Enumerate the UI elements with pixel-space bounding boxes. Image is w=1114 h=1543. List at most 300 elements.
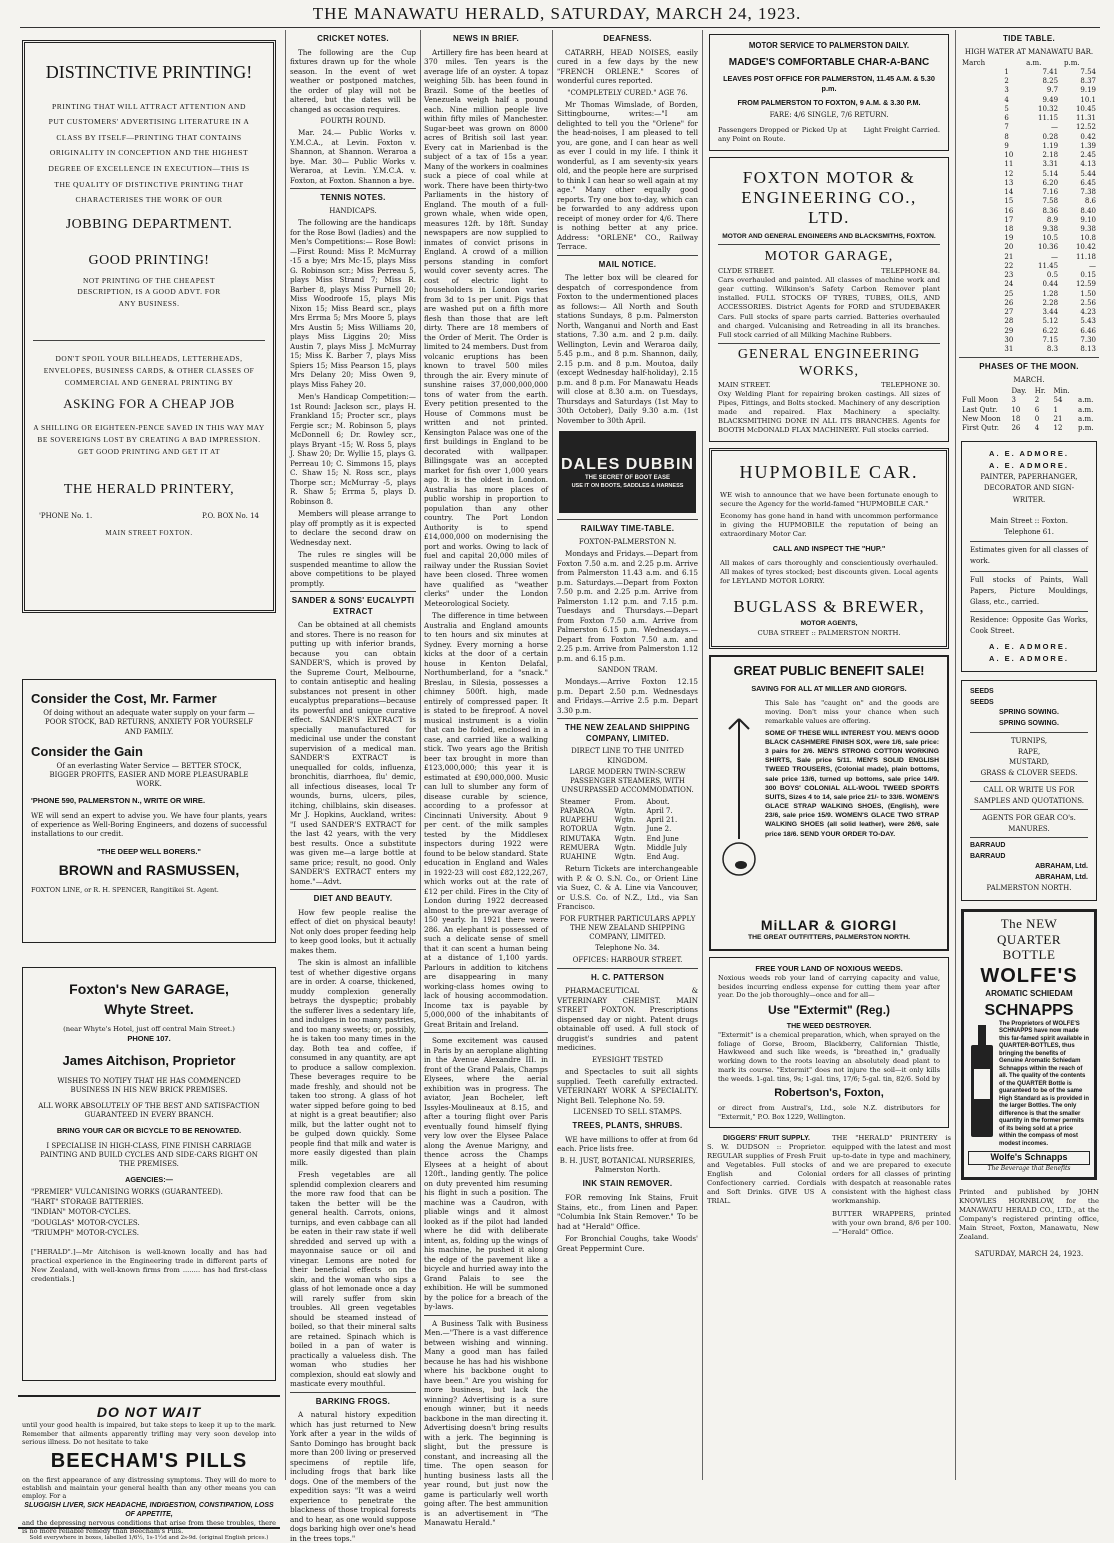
- admore-name: A. E. ADMORE.: [989, 642, 1069, 652]
- wolfe-quarter-bottle: The NEW QUARTER BOTTLE: [996, 915, 1062, 963]
- table-cell: 4.23: [1080, 308, 1096, 317]
- table-row: [959, 317, 1099, 326]
- table-cell: 5.44: [1080, 169, 1096, 178]
- sale-title: GREAT PUBLIC BENEFIT SALE!: [733, 663, 925, 678]
- seeds-sub: SPRING SOWING.: [999, 709, 1059, 717]
- table-row: [959, 123, 1099, 132]
- printery-street: MAIN STREET FOXTON.: [105, 529, 193, 538]
- table-row: [959, 336, 1099, 345]
- table-cell: [959, 142, 1001, 151]
- table-cell: 21: [1053, 414, 1063, 423]
- admore-main: Main Street :: Foxton.: [990, 516, 1068, 525]
- garage-near: (near Whyte's Hotel, just off central Main Street.): [63, 1025, 235, 1034]
- millar-giorgi: MiLLAR & GIORGI: [760, 916, 898, 933]
- table-cell: Middle July: [646, 843, 687, 852]
- good-printing-title: GOOD PRINTING!: [88, 253, 210, 269]
- table-header: Steamer: [560, 797, 591, 806]
- table-cell: 15: [1004, 197, 1014, 206]
- hupmobile-para: Economy has gone hand in hand with uncommon performance in giving the HUPMOBILE the reputation of being an extraordinary Motor Car.: [720, 512, 938, 539]
- sale-sub: SAVING FOR ALL AT MILLER AND GIORGI'S.: [751, 684, 907, 694]
- weeds-para: Noxious weeds rob your land of carrying capacity and value, besides incurring endless expense for cutting them year after year. Do the job thoroughly—once and for all—: [718, 973, 940, 1000]
- garage-herald-note: ["HERALD".]—Mr Aitchison is well-known locally and has had practical experience in the Engineering trade in different parts of New Zealand, with well-known firms from ........ has had first-class credentials.]: [31, 1247, 267, 1283]
- table-header: Hr.: [1034, 387, 1046, 396]
- column-2: [290, 30, 416, 1543]
- table-cell: 30: [1004, 335, 1014, 344]
- madge-title: MADGE'S COMFORTABLE CHAR-A-BANC: [728, 57, 930, 69]
- table-cell: p.m.: [1078, 424, 1094, 432]
- table-cell: [959, 290, 1001, 299]
- table-cell: 4: [1004, 95, 1009, 104]
- trees-para: WE have millions to offer at from 6d each. Price lists free.: [557, 1134, 698, 1154]
- table-cell: 1: [1004, 68, 1009, 77]
- table-cell: 11.18: [1075, 252, 1096, 261]
- table-cell: 1.19: [1042, 141, 1059, 150]
- patterson-eyesight: EYESIGHT TESTED: [592, 1055, 663, 1064]
- mail-para: The letter box will be cleared for despatch of correspondence from Foxton to the undermentioned places as follows:— All North and South stations Sundays, 8 p.m. Palmerston North, Wanganui and North and East stations, 7.30 a.m. and 2 p.m. daily. Wellington, Levin and Weraroa daily, 5.45 p.m., and 8 p.m. Shannon, daily, 2.15 p.m. and 8 p.m. Moutoa, daily (except Wednesday half-holiday), 2.15 p.m. and 8 p.m. For Manawatu Heads will close at 8.30 a.m. on Tuesdays, Thursdays and Saturdays (1st May to 30th October), Daily 9.30 a.m. (1st November to 30th April.: [557, 273, 698, 425]
- table-cell: 17: [1004, 215, 1014, 224]
- printery-contact: [39, 512, 259, 521]
- motor-garage-street: CLYDE STREET.: [718, 266, 775, 275]
- table-row: [959, 207, 1099, 216]
- agency-item: "INDIAN" MOTOR-CYCLES.: [31, 1208, 131, 1217]
- table-header: [1075, 387, 1099, 396]
- seeds-item: RAPE,: [1017, 747, 1041, 756]
- table-cell: 2.56: [1080, 298, 1096, 307]
- divider: [718, 343, 940, 344]
- table-cell: End Aug.: [646, 853, 680, 862]
- table-cell: 0: [1034, 414, 1040, 423]
- table-header: Day.: [1011, 387, 1027, 396]
- garage-title: Foxton's New GARAGE, Whyte Street.: [69, 981, 229, 1017]
- table-cell: 2.28: [1042, 298, 1059, 307]
- table-cell: [959, 105, 1001, 114]
- weeds-para: "Extermit" is a chemical preparation, which, when sprayed on the foliage of Gorse, Broom, Blackberry, Californian Thistle, Hawkweed and such like weeds, is "breathed in," gradually working down to the roots leaving an absolutely dead plant to mark its course. "Extermit" does not injure the soil—it only kills the weeds. 1-gal. tins, 9s; 1-gal. tins, 17/6; 5-gal. tin, 82/6. Sold by: [718, 1031, 941, 1083]
- madge-freight: Light Freight Carried.: [863, 125, 940, 134]
- hupmobile-title: HUPMOBILE CAR.: [739, 462, 919, 483]
- beecham-dnw: DO NOT WAIT: [96, 1404, 202, 1420]
- table-cell: [959, 188, 1001, 197]
- table-row: [557, 807, 698, 816]
- table-cell: Wgtn.: [614, 834, 636, 843]
- garage-proprietor: James Aitchison, Proprietor: [62, 1053, 236, 1069]
- table-header-row: [959, 59, 1099, 68]
- shipping-tel: Telephone No. 34.: [595, 944, 660, 953]
- table-cell: [959, 179, 1001, 188]
- table-cell: 4.13: [1080, 160, 1096, 169]
- table-cell: RIMUTAKA: [560, 834, 601, 843]
- table-row: [959, 151, 1099, 160]
- table-cell: RUAPEHU: [560, 816, 598, 825]
- table-cell: [959, 253, 1001, 262]
- deafness-title: DEAFNESS.: [603, 34, 652, 43]
- deafness-cured: "COMPLETELY CURED." AGE 76.: [567, 88, 688, 97]
- millar-giorgi-sub: THE GREAT OUTFITTERS, PALMERSTON NORTH.: [748, 934, 910, 942]
- table-cell: 24: [1004, 280, 1014, 289]
- printery-phone: 'PHONE No. 1.: [39, 511, 93, 520]
- seeds-title: SEEDS: [970, 688, 994, 696]
- table-cell: 8.37: [1080, 77, 1096, 86]
- diet-para: The skin is almost an infallible test of whether digestive organs are in order. A coarse, thickened, muddy complexion generally betrays the dyspeptic; probably the sufferer lives a sedentary life, and indulges in too many pastries, and too many sweets; or, possibly, he is taken too many times in the day. Both tea and coffee, if consumed in any quantity, are apt to produce a sallow complexion. These beverages require to be made freshly, and should not be taken too strong. A glass of hot water sipped before going to bed at night is a great beautifier; also milk, but the latter ought not to be gulped down quickly. Some people find that milk and water is more easily digested than plain milk.: [290, 958, 416, 1167]
- sale-text: [765, 699, 939, 912]
- table-cell: 8: [1004, 132, 1009, 141]
- table-cell: 8.6: [1084, 197, 1096, 206]
- mail-title: MAIL NOTICE.: [598, 259, 657, 269]
- robertsons: Robertson's, Foxton,: [774, 1087, 884, 1100]
- table-cell: 18: [1011, 414, 1021, 423]
- table-cell: 29: [1004, 326, 1014, 335]
- table-cell: 0.28: [1042, 132, 1059, 141]
- agency-item: "PREMIER" VULCANISING WORKS (GUARANTEED).: [31, 1188, 223, 1197]
- hupmobile-ad: [709, 448, 949, 649]
- table-row: [959, 415, 1099, 424]
- imprint: Printed and published by JOHN KNOWLES HORNBLOW, for the MANAWATU HERALD CO., LTD., at the Company's registered printing office, Main Street, Foxton, Manawatu, New Zealand.: [959, 1188, 1099, 1241]
- divider: [970, 781, 1088, 782]
- madge-footer: [718, 126, 940, 144]
- table-row: [959, 170, 1099, 179]
- table-cell: 7.54: [1080, 68, 1096, 77]
- table-cell: Last Qutr.: [962, 405, 998, 414]
- bottom-ads: [707, 1134, 951, 1237]
- table-cell: 9: [1004, 141, 1009, 150]
- news-para: Some excitement was caused in Paris by an aeroplane alighting in the Avenue Alexandre III. in front of the Grand Palais, Champs Elysees, where the aerial exhibition was in progress. The aviator, Jean Bocheler, left Issyles-Moulineaux at 8.15, and after a touring flight over Paris eventually found himself flying very low over the Elysee Palace along the Avenue Marigny, and thence across the Champs Elysees at a height of about 120ft., landing gently. The police on duty prevented him resuming his flight in such a position. The machine was a Caudron, with pliable wings and it almost looked as if the pilot had landed where he did with deliberate intent, as, folding up the wings of his machine, he pushed it along the edge of the pavement like a bicycle and hurried away into the Grand Palais to see the exhibition. He will be summoned by the police for a breach of the by-laws.: [424, 1036, 548, 1312]
- buglass-address: CUBA STREET :: PALMERSTON NORTH.: [757, 628, 901, 637]
- table-cell: First Qutr.: [962, 424, 999, 432]
- imprint-date: SATURDAY, MARCH 24, 1923.: [974, 1249, 1084, 1258]
- table-cell: 28: [1004, 317, 1014, 326]
- table-cell: a.m.: [1078, 414, 1094, 423]
- wolfes-schnapps-ad: [961, 909, 1097, 1180]
- table-cell: April 7.: [646, 806, 673, 815]
- shipping-table: [557, 798, 698, 863]
- table-cell: 8.3: [1046, 345, 1059, 354]
- farmer-body-3: WE will send an expert to advise you. We have four plants, years of experience as Well-Boring Engineers, and dozens of successful installations to our credit.: [31, 811, 267, 839]
- table-cell: [959, 243, 1001, 252]
- patterson-para: and Spectacles to suit all sights supplied. Teeth carefully extracted. VETERINARY WORK A SPECIALITY. Night Bell. Telephone No. 59.: [557, 1067, 698, 1105]
- table-cell: 8.36: [1042, 206, 1059, 215]
- dales-tagline: THE SECRET OF BOOT EASE: [584, 475, 670, 482]
- admore-tel: Telephone 61.: [1004, 527, 1054, 536]
- table-row: [557, 853, 698, 862]
- farmer-borers: "THE DEEP WELL BORERS.": [97, 847, 201, 857]
- beecham-sold: Sold everywhere in boxes, labelled 1/6½, 1s-1½d and 2s-9d. (original English prices.): [29, 1535, 269, 1542]
- patterson-para: PHARMACEUTICAL & VETERINARY CHEMIST. MAIN STREET FOXTON. Prescriptions dispensed day or night. Patent drugs obtainable off used. A full stock of druggist's sundries and patent medicines.: [557, 986, 698, 1053]
- table-cell: 10.8: [1080, 234, 1096, 243]
- table-cell: 10: [1011, 405, 1021, 414]
- table-cell: 5.43: [1080, 317, 1096, 326]
- abraham: ABRAHAM, Ltd.: [1035, 863, 1088, 871]
- seeds-item: TURNIPS,: [1010, 737, 1048, 746]
- farmer-phone: 'PHONE 590, PALMERSTON N., WRITE OR WIRE.: [31, 795, 206, 805]
- table-row: [959, 216, 1099, 225]
- column-6: [959, 30, 1099, 1485]
- divider: [970, 611, 1088, 612]
- shipping-title: THE NEW ZEALAND SHIPPING COMPANY, LIMITED.: [565, 723, 690, 743]
- shipping-offices: OFFICES: HARBOUR STREET.: [572, 955, 683, 964]
- barraud: BARRAUD: [970, 852, 1006, 860]
- table-header: p.m.: [1064, 58, 1080, 67]
- table-cell: New Moon: [962, 414, 1001, 423]
- garage-phone: PHONE 107.: [127, 1034, 171, 1044]
- table-cell: 5: [1004, 104, 1009, 113]
- cricket-para: The following are the Cup fixtures drawn up for the whole season. In the event of wet weather or postponed matches, the order of play will not be altered, but the dates will be changed as occasion requires.: [290, 47, 416, 114]
- admore-ad: [961, 441, 1097, 672]
- table-cell: PAPAROA: [560, 806, 595, 815]
- column-4: [557, 30, 698, 1485]
- table-row: [557, 816, 698, 825]
- table-cell: 5.12: [1042, 317, 1059, 326]
- table-cell: 22: [1004, 261, 1014, 270]
- weeds-title: FREE YOUR LAND OF NOXIOUS WEEDS.: [755, 964, 903, 974]
- distinctive-title: DISTINCTIVE PRINTING!: [45, 62, 253, 82]
- motor-service-ad: [709, 34, 949, 151]
- table-row: [959, 280, 1099, 289]
- motor-garage-contact: [718, 267, 940, 276]
- seeds-call: CALL OR WRITE US FOR SAMPLES AND QUOTATIONS.: [974, 786, 1084, 805]
- agency-item: "HART" STORAGE BATTERIES.: [31, 1198, 144, 1207]
- column-1: [18, 30, 280, 1542]
- table-row: [959, 234, 1099, 243]
- tennis-para: Men's Handicap Competition:—1st Round: Jackson scr., plays H. Frankland 15; Procter scr., plays Fergie scr.; M. Robinson 5, plays McDonnell 6; Dr. Rowley scr., plays Bryant -15; W. Ross 5, plays J. Shaw 20; Dr. Wyllie 15, plays G. Perreau 10; C. Simmons 15, plays C. Shaw 15; N. Ross scr., plays Thorpe scr.; McMurray -5, plays R. Shaw 5; Errma 5, plays D. Robinson 8.: [290, 392, 416, 506]
- table-cell: 25: [1004, 289, 1014, 298]
- printery-ad: [832, 1134, 951, 1237]
- tide-table: [959, 59, 1099, 355]
- divider: [424, 1315, 548, 1316]
- diet-para: How few people realise the effect of diet on physical beauty! Not only does proper feeding help to keep good looks, but it actually makes them.: [290, 907, 416, 955]
- garage-bring: BRING YOUR CAR OR BICYCLE TO BE RENOVATED.: [56, 1126, 242, 1136]
- abraham: ABRAHAM, Ltd.: [1035, 873, 1088, 881]
- table-cell: 13: [1004, 178, 1014, 187]
- table-cell: 0.42: [1080, 132, 1096, 141]
- table-row: [959, 262, 1099, 271]
- news-title: NEWS IN BRIEF.: [453, 34, 519, 43]
- wolfe-text: The Proprietors of WOLFE'S SCHNAPPS have now made this far-famed spirit available in QUARTER-BOTTLES, thus bringing the benefits of Genuine Aromatic Schiedam Schnapps within the reach of all. The quality of the contents of the QUARTER Bottle is guaranteed to be of the same High Standard as is provided in the larger Bottles. The only difference is that the smaller quantity in the former permits of its being sold at a price within the compass of most modest incomes.: [999, 1020, 1090, 1147]
- wolfe-schnapps: SCHNAPPS: [984, 1001, 1074, 1019]
- table-cell: [959, 308, 1001, 317]
- agency-item: "TRIUMPH" MOTOR-CYCLES.: [31, 1228, 139, 1237]
- table-cell: 11: [1004, 160, 1014, 169]
- shipping-further: FOR FURTHER PARTICULARS APPLY THE NEW ZEALAND SHIPPING COMPANY, LIMITED.: [559, 914, 696, 942]
- table-cell: [959, 225, 1001, 234]
- general-engineering-title: GENERAL ENGINEERING WORKS,: [737, 347, 921, 379]
- distinctive-printing-ad: [22, 40, 276, 613]
- wolfe-aromatic: AROMATIC SCHIEDAM: [985, 989, 1073, 999]
- beecham-body-2: on the first appearance of any distressing symptoms. They will do more to establish and maintain your general health than any other means you can employ. For a: [22, 1476, 276, 1501]
- table-cell: 10.5: [1042, 234, 1059, 243]
- table-cell: 16: [1004, 206, 1014, 215]
- admore-name: A. E. ADMORE.: [989, 449, 1069, 459]
- beecham-body-3: and the depressing nervous conditions that arise from these troubles, there is no more reliable remedy than Beecham's Pills.: [22, 1519, 276, 1536]
- table-cell: [959, 327, 1001, 336]
- diet-para: Fresh vegetables are all splendid complexion clearers and the more raw food that can be taken the better will be the general health. Carrots, onions, turnips, and even cabbage can all be eaten in their raw state if well shredded and served up with a mayonnaise sauce or oil and vinegar. Lemons are noted for their beneficial effects on the skin, and the woman who sips a glass of hot lemonade once a day will rarely suffer from skin troubles. All green vegetables should be steamed instead of boiled, so that their mineral salts are retained. Spinach which is boiled in a pan of water is practically a valueless dish. The woman who studies her complexion, should eat slowly and masticate every mouthful.: [290, 1170, 416, 1389]
- madge-passengers: Passengers Dropped or Picked Up at any Point on Route.: [718, 125, 847, 143]
- foxton-motor-sub: MOTOR AND GENERAL ENGINEERS AND BLACKSMITHS, FOXTON.: [722, 232, 936, 240]
- table-cell: 18: [1004, 225, 1014, 233]
- farmer-foxton: FOXTON LINE, or R. H. SPENCER, Rangitikei St. Agent.: [31, 885, 219, 894]
- hupmobile-para: WE wish to announce that we have been fortunate enough to secure the Agency for the world-famed "HUPMOBILE CAR.": [720, 491, 938, 509]
- railway-title: RAILWAY TIME-TABLE.: [580, 524, 675, 534]
- herald-printery: THE HERALD PRINTERY,: [63, 482, 235, 498]
- table-cell: 8.40: [1080, 206, 1096, 215]
- dales-line: USE IT ON BOOTS, SADDLES & HARNESS: [571, 483, 684, 490]
- table-row: [959, 160, 1099, 169]
- masthead-rule: [20, 27, 1100, 28]
- table-cell: [959, 234, 1001, 243]
- table-cell: 7.38: [1080, 188, 1096, 197]
- divider: [557, 519, 698, 520]
- table-cell: [959, 271, 1001, 280]
- dales-dubbin-ad: [559, 431, 696, 513]
- trees-name: B. H. JUST, BOTANICAL NURSERIES, Palmerston North.: [559, 1156, 696, 1175]
- table-cell: 9.7: [1046, 86, 1059, 95]
- divider: [970, 809, 1088, 810]
- divider: [424, 1032, 548, 1033]
- table-cell: 1.50: [1080, 289, 1096, 298]
- buglass-agents: MOTOR AGENTS,: [800, 620, 858, 628]
- wolfe-brand: WOLFE'S: [980, 964, 1078, 987]
- railway-para: Mondays and Fridays.—Depart from Foxton 7.50 a.m. and 2.25 p.m. Arrive from Palmerston 11.43 a.m. and 6.15 p.m. Saturdays.—Depart from Foxton 7.50 p.m. and 2.25 p.m. Arrive from Palmerston 1.12 p.m. and 7.15 p.m. Tuesdays and Thursdays.—Depart from Foxton 7.50 a.m. Arrive from Palmerston 6.15 p.m. Wednesdays.—Depart from Foxton 7.50 a.m. and 2.25 p.m. Arrive from Palmerston 1.12 p.m. and 6.15 p.m.: [557, 549, 698, 663]
- table-cell: [959, 160, 1001, 169]
- moon-table: [959, 387, 1099, 433]
- table-row: [959, 225, 1099, 234]
- table-cell: 0.44: [1042, 280, 1059, 289]
- table-cell: 9.19: [1080, 86, 1096, 95]
- table-cell: 10.36: [1038, 243, 1059, 252]
- divider: [33, 340, 265, 341]
- cricket-fixtures: Mar. 24.— Public Works v. Y.M.C.A., at Levin. Foxton v. Shannon, at Shannon. Weraroa a bye. Mar. 30— Public Works v. Weraroa, at Levin. Y.M.C.A. v. Foxton, at Foxton. Shannon a bye.: [290, 128, 416, 185]
- table-cell: [959, 114, 1001, 123]
- table-cell: Full Moon: [962, 396, 999, 405]
- farmer-title: Consider the Cost, Mr. Farmer: [31, 691, 217, 706]
- divider: [290, 1392, 416, 1393]
- hupmobile-call: CALL AND INSPECT THE "HUP.": [772, 544, 886, 554]
- tide-month: March: [962, 58, 986, 67]
- table-row: [959, 243, 1099, 252]
- table-row: [959, 271, 1099, 280]
- table-cell: 0.5: [1046, 271, 1059, 280]
- deafness-para: Mr Thomas Wimslade, of Borden, Sittingbourne, writes:—"I am delighted to tell you the "Orlene" for the head-noises, I am pleased to tell you, are gone, and I can hear as well as ever I could in my life. I think it wonderful, as I am seventy-six years old, and the people here are surprised to think I can hear so well again at my age." Many other equally good reports. Try one box to-day, which can be forwarded to any address upon receipt of money order for 4/6. There is nothing better at any price. Address: "ORLENE" CO., Railway Terrace.: [557, 99, 698, 252]
- table-cell: Wgtn.: [614, 825, 636, 834]
- table-row: [959, 406, 1099, 415]
- table-cell: Wgtn.: [614, 806, 636, 815]
- table-cell: 6: [1004, 114, 1009, 123]
- garage-wishes: WISHES TO NOTIFY THAT HE HAS COMMENCED BUSINESS IN HIS NEW BRICK PREMISES.: [57, 1077, 241, 1095]
- divider: [959, 357, 1099, 358]
- diggers-ad: [707, 1134, 826, 1237]
- shipping-direct: DIRECT LINE TO THE UNITED KINGDOM.: [571, 747, 684, 765]
- table-header: From.: [614, 797, 636, 806]
- sale-items: SOME OF THESE WILL INTEREST YOU. MEN'S GOOD BLACK CASHMERE FINISH SOX, were 1/6, sale price: 3 pairs for 2/6. MEN'S STRONG COTTON WORKING SHIRTS, Sale price 5/11. MEN'S SOLID ENGLISH TWEED TROUSERS, (Colonial made), plain bottoms, sale price 13/6, turned up bottoms, sale price 14/9. 300 BOYS' COLONIAL ALL-WOOL TWEED SPORTS SUITS, Sizes 4 to 14, sale price 21/- to 33/6. WOMEN'S GLACE STRAP WALKING SHOES, (English), were 23/6, sale price 15/9. WOMEN'S GLACE TWO STRAP WALKING SHOES (all solid leather), were 26/6, sale price 18/6. SEND YOUR ORDER TO-DAY.: [765, 729, 939, 838]
- foxton-motor-ad: [709, 157, 949, 443]
- table-cell: 10.45: [1075, 104, 1096, 113]
- moon-title: PHASES OF THE MOON.: [979, 362, 1079, 372]
- divider: [557, 718, 698, 719]
- table-cell: 6.20: [1042, 178, 1059, 187]
- table-header: About.: [646, 797, 670, 806]
- table-cell: 27: [1004, 308, 1014, 317]
- farmer-body-1: Of doing without an adequate water supply on your farm — POOR STOCK, BAD RETURNS, ANXIETY FOR YOURSELF AND FAMILY.: [43, 709, 255, 736]
- general-engineering-phone: TELEPHONE 30.: [881, 380, 940, 389]
- divider: [290, 591, 416, 592]
- divider: [557, 255, 698, 256]
- seeds-item: GRASS & CLOVER SEEDS.: [980, 768, 1078, 777]
- divider: [718, 244, 940, 245]
- table-cell: June 2.: [646, 825, 672, 834]
- beecham-ailments: SLUGGISH LIVER, SICK HEADACHE, INDIGESTION, CONSTIPATION, LOSS OF APPETITE,: [24, 1501, 274, 1518]
- farmer-gain: Consider the Gain: [31, 743, 143, 759]
- table-row: [959, 327, 1099, 336]
- distinctive-body: PRINTING THAT WILL ATTRACT ATTENTION AND PUT CUSTOMERS' ADVERTISING LITERATURE IN A CLASS BY ITSELF—PRINTING THAT CONTAINS ORIGINALITY IN CONCEPTION AND THE HIGHEST DEGREE OF EXCELLENCE IN EXECUTION—THIS IS THE QUALITY OF DISTINCTIVE PRINTING THAT CHARACTERISES THE WORK OF OUR: [48, 101, 250, 205]
- table-row: [959, 68, 1099, 77]
- diet-title: DIET AND BEAUTY.: [313, 894, 393, 904]
- table-cell: [959, 207, 1001, 216]
- extermit-destroyer: THE WEED DESTROYER.: [786, 1022, 872, 1030]
- foxton-motor-title: FOXTON MOTOR & ENGINEERING CO., LTD.: [741, 167, 917, 228]
- table-cell: a.m.: [1078, 396, 1094, 405]
- table-cell: 8.13: [1080, 345, 1096, 354]
- admore-trade: PAINTER, PAPERHANGER, DECORATOR AND SIGN-WRITER.: [980, 473, 1078, 504]
- divider: [290, 188, 416, 189]
- table-cell: [959, 262, 1001, 271]
- table-cell: 8.9: [1046, 215, 1059, 224]
- ink-para: FOR removing Ink Stains, Fruit Stains, etc., from Linen and Paper. "Columbia Ink Stain Remover." To be had at "Herald" Office.: [557, 1193, 698, 1231]
- ink-para: For Bronchial Coughs, take Woods' Great Peppermint Cure.: [557, 1234, 698, 1253]
- general-engineering-street: MAIN STREET.: [718, 380, 771, 389]
- table-cell: 8.25: [1042, 77, 1059, 86]
- news-para: The difference in time between Australia and England amounts to ten hours and six minutes at Sydney. Every morning a horse kicks at the door of a certain house in Kenton Delafal, Northumberland, for a "snack." Breslau, in Silesia, possesses a chimney 500ft. high, made entirely of compressed paper. It is stated to be fireproof. A novel musical instrument is a violin that can be folded, enclosed in a case, and carried like a walking stick. Two years ago the British beer tax brought in more than £123,000,000; this year it is estimated at £90,000,000. Music can lull to slumber any form of disease curable by science, according to a professor at Cincinnati University. About 9 per cent. of the milk samples tested by the Middlesex inspectors during 1922 were found to be below standard. State education in England and Wales in 1922-23 will cost £82,122,267, which works out at the rate of £12 per child. Fires in the City of London during 1922 decreased almost to the pre-war average of 150 yearly. In 1921 there were 286. An elephant is possessed of such a delicate sense of smell that it can scent a human being at a distance of 1,100 yards. Parlours in addition to kitchens are disappearing in many working-class homes owing to lack of housing accommodation. Income tax is payable by 5,000,000 of the inhabitants of Great Britain and Ireland.: [424, 611, 548, 1029]
- motor-service-title: MOTOR SERVICE TO PALMERSTON DAILY.: [748, 41, 910, 50]
- table-cell: 9.38: [1080, 225, 1096, 233]
- weeds-para: or direct from Austral's, Ltd., sole N.Z. distributors for "Extermit," P.O. Box 1229, Wellington.: [718, 1103, 940, 1121]
- general-engineering-body: Oxy Welding Plant for repairing broken castings. All sizes of Pipes, Fittings, and Bolts stocked. Machinery of any description made and repaired. Flax Machinery a specialty. BLACKSMITHING DONE IN ALL ITS BRANCHES. Agents for BOOTH McDONALD FLAX MACHINERY. Full stocks carried.: [718, 389, 940, 435]
- table-cell: 11.31: [1075, 114, 1096, 123]
- table-cell: [959, 197, 1001, 206]
- table-cell: —: [1051, 123, 1059, 132]
- shipping-large: LARGE MODERN TWIN-SCREW PASSENGER STEAMERS, WITH UNSURPASSED ACCOMMODATION.: [561, 767, 694, 795]
- tide-title: TIDE TABLE.: [1002, 34, 1056, 43]
- table-cell: 12: [1053, 424, 1063, 432]
- table-cell: 6: [1034, 405, 1040, 414]
- sale-body: [719, 699, 939, 912]
- table-row: [959, 424, 1099, 433]
- table-cell: 7.30: [1080, 335, 1096, 344]
- cricket-round: FOURTH ROUND.: [320, 117, 386, 126]
- butter-wrappers: BUTTER WRAPPERS, printed with your own brand, 8/6 per 100. —"Herald" Office.: [832, 1209, 951, 1236]
- table-row: [959, 77, 1099, 86]
- trees-title: TREES, PLANTS, SHRUBS.: [572, 1121, 683, 1131]
- beecham-ad: [18, 1395, 280, 1542]
- column-5: [707, 30, 951, 1485]
- public-benefit-sale-ad: [709, 655, 949, 951]
- table-cell: 2: [1004, 77, 1009, 86]
- shipping-para: Return Tickets are interchangeable with P. & O. S.N. Co., or Orient Line via Suez, C. & A. Line via Vancouver, or U.S.S. Co. of N.Z., Ltd., via San Francisco.: [557, 864, 698, 912]
- table-cell: Wgtn.: [614, 843, 636, 852]
- masthead: THE MANAWATU HERALD, SATURDAY, MARCH 24, 1923.: [312, 4, 802, 23]
- table-row: [959, 86, 1099, 95]
- tide-high-water: HIGH WATER AT MANAWATU BAR.: [964, 47, 1094, 56]
- divider: [970, 541, 1088, 542]
- table-cell: [959, 280, 1001, 289]
- asking-cheap-job: ASKING FOR A CHEAP JOB: [63, 395, 235, 411]
- table-cell: [959, 336, 1001, 345]
- barking-para: A natural history expedition which has just returned to New York after a year in the wilds of Santo Domingo has brought back more than 200 living or preserved specimens of reptile life, including frogs that bark like dogs. One of the members of the expedition says: "It was a weird experience to penetrate the blackness of those tropical forests and to hear, as one would suppose dogs barking high over one's head in the trees tops.": [290, 1410, 416, 1543]
- column-rule: [955, 30, 956, 1480]
- table-row: [959, 345, 1099, 354]
- table-cell: 2: [1034, 396, 1040, 405]
- table-cell: 3.31: [1042, 160, 1059, 169]
- divider: [970, 837, 1088, 838]
- table-row: [959, 179, 1099, 188]
- table-header: Min.: [1053, 387, 1070, 396]
